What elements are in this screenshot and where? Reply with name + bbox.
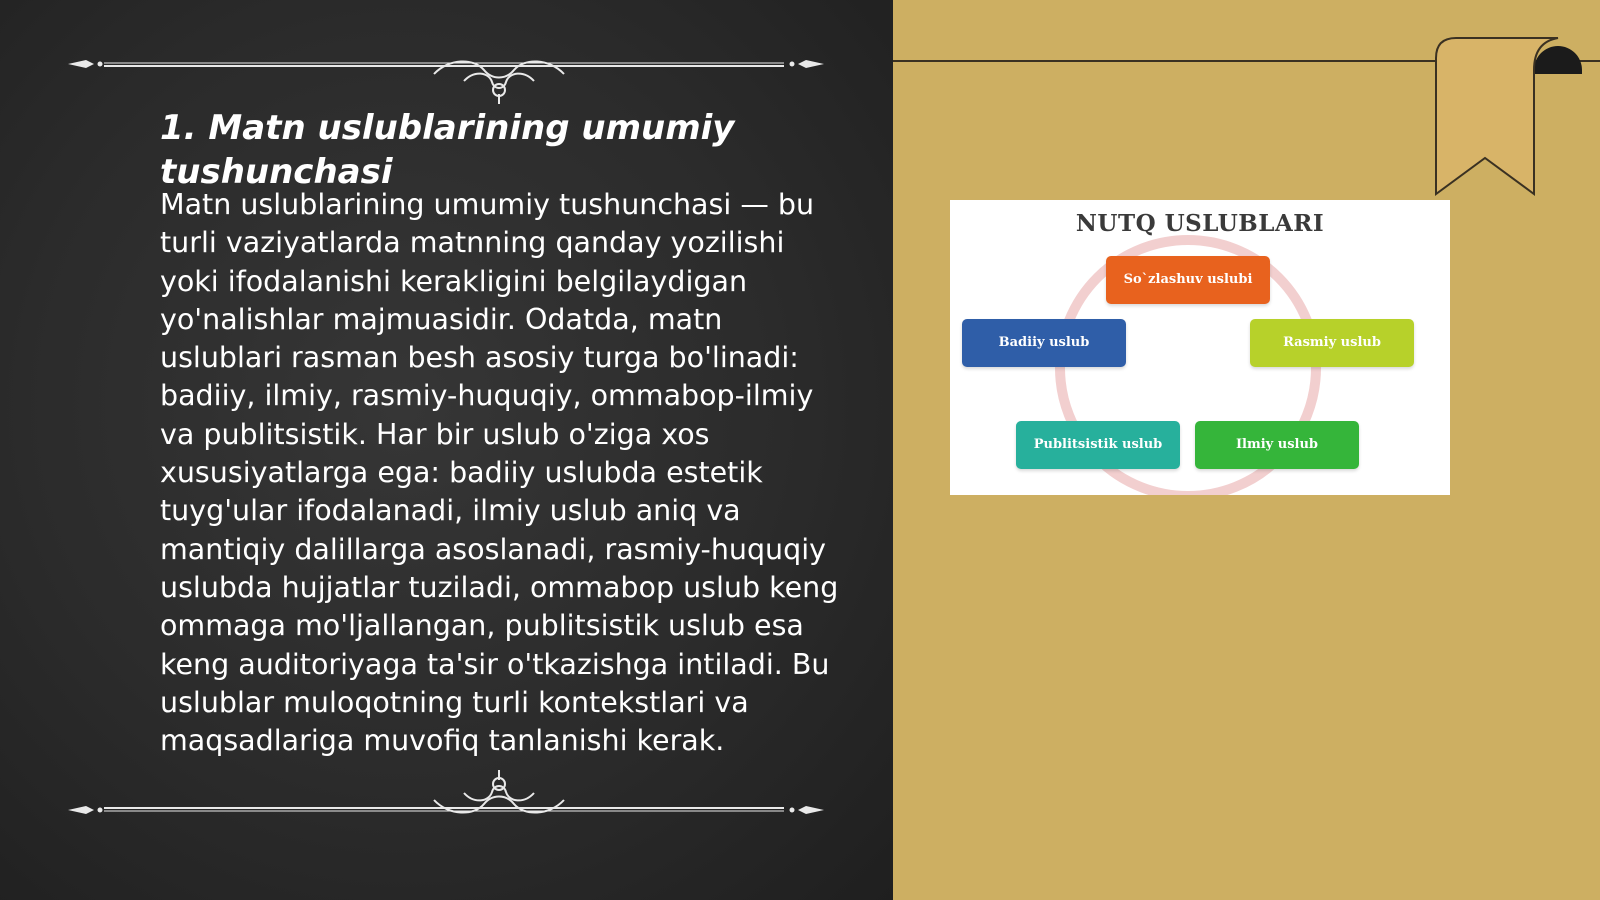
node-badiiy-uslub (962, 319, 1126, 367)
nutq-uslublari-diagram (950, 200, 1450, 495)
node-sozlashuv-uslubi (1106, 256, 1270, 304)
bookmark-ribbon-icon (1430, 34, 1600, 204)
slide-body-text: Matn uslublarining umumiy tushunchasi — bu turli vaziyatlarda matnning qanday yozilishi yoki ifodalanishi kerakligini belgilaydigan yo'nalishlar majmuasidir. Odatda, matn uslublari rasman besh asosiy turga bo'linadi: badiiy, ilmiy, rasmiy-huquqiy, ommabop-ilmiy va publitsistik. Har bir uslub o'ziga xos xususiyatlarga ega: badiiy uslubda estetik tuyg'ular ifodalanadi, ilmiy uslub aniq va mantiqiy dalillarga asoslanadi, rasmiy-huquqiy uslubda hujjatlar tuziladi, ommabop uslub keng ommaga mo'ljallangan, publitsistik uslub esa keng auditoriyaga ta'sir o'tkazishga intiladi. Bu uslublar muloqotning turli kontekstlari va maqsadlariga muvofiq tanlanishi kerak. (160, 188, 839, 758)
node-ilmiy-uslub (1195, 421, 1359, 469)
node-rasmiy-uslub (1250, 319, 1414, 367)
slide-title: 1. Matn uslublarining umumiy tushunchasi (160, 108, 735, 192)
diagram-title: NUTQ USLUBLARI (1075, 210, 1325, 237)
bottom-ornament-divider (64, 768, 828, 828)
node-ilmiy-label: Ilmiy uslub (1235, 437, 1319, 452)
node-badiiy-label: Badiiy uslub (998, 335, 1090, 350)
top-ornament-divider (64, 46, 828, 106)
node-rasmiy-label: Rasmiy uslub (1283, 335, 1381, 350)
node-sozlashuv-label: So`zlashuv uslubi (1123, 272, 1253, 287)
node-publitsistik-uslub (1016, 421, 1180, 469)
node-publitsistik-label: Publitsistik uslub (1033, 437, 1163, 452)
